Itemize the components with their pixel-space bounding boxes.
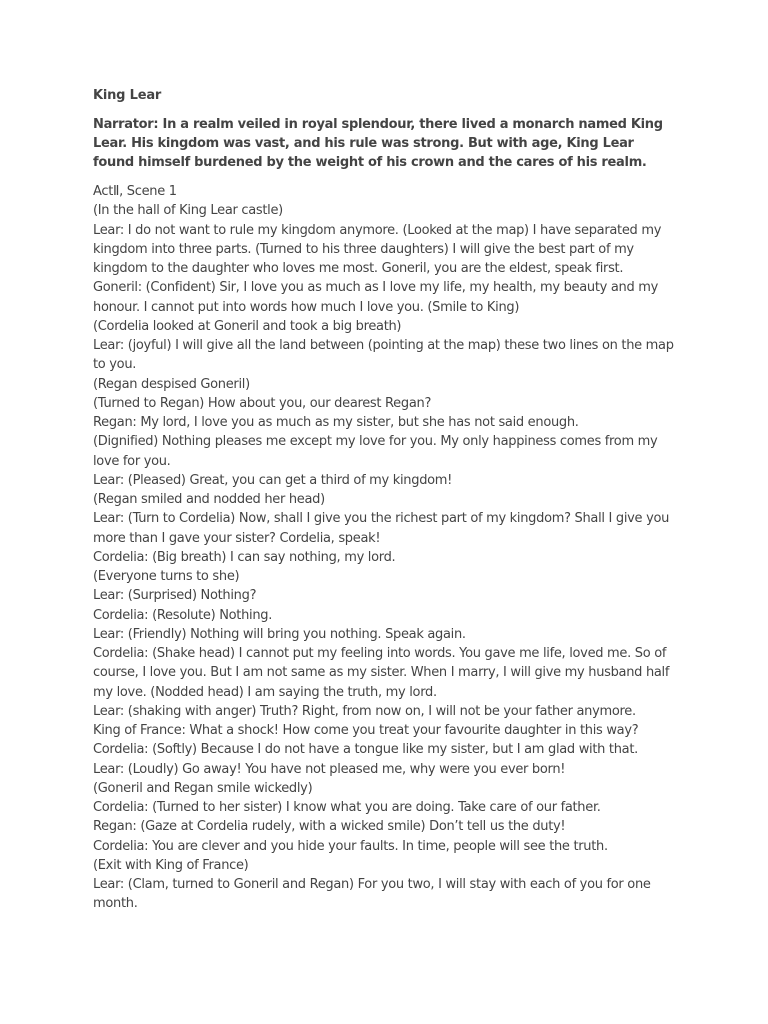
script-line: (In the hall of King Lear castle) [93,203,283,219]
script-line: Cordelia: (Shake head) I cannot put my feeling into words. You gave me life, loved me. So of course, I love you. But I am not same as my sister. When I marry, I will give my husband half my love. (Nodded head) I am saying the truth, my lord. [93,646,670,700]
script-line: Goneril: (Confident) Sir, I love you as much as I love my life, my health, my beauty and my honour. I cannot put into words how much I love you. (Smile to King) [93,280,659,315]
script-line: Cordelia: (Turned to her sister) I know what you are doing. Take care of our father. [93,800,601,815]
script-line: Lear: (Loudly) Go away! You have not pleased me, why were you ever born! [93,761,566,777]
script-line: Lear: I do not want to rule my kingdom anymore. (Looked at the map) I have separated my kingdom into three parts. (Turned to his three daughters) I will give the best part of my kingdom to the daughter who loves me most. Goneril, you are the eldest, speak first. [93,222,662,276]
narrator-paragraph: Narrator: In a realm veiled in royal splendour, there lived a monarch named King Lear. His kingdom was vast, and his rule was strong. But with age, King Lear found himself burdened by the weight of his crown and the cares of his realm. [93,117,663,170]
script-line: King of France: What a shock! How come you treat your favourite daughter in this way? [93,723,639,738]
script-line: Cordelia: (Big breath) I can say nothing, my lord. [93,549,396,565]
script-line: (Exit with King of France) [93,857,249,873]
script-body [93,182,678,914]
script-line: (Cordelia looked at Goneril and took a big breath) [93,318,402,334]
script-line: (Dignified) Nothing pleases me except my love for you. My only happiness comes from my love for you. [93,434,658,469]
script-line: Lear: (Friendly) Nothing will bring you nothing. Speak again. [93,626,466,642]
script-line: Cordelia: (Softly) Because I do not have a tongue like my sister, but I am glad with that. [93,742,638,758]
script-line: Cordelia: You are clever and you hide your faults. In time, people will see the truth. [93,838,608,854]
script-line: (Regan smiled and nodded her head) [93,492,325,507]
script-line: (Goneril and Regan smile wickedly) [93,780,313,796]
script-line: Lear: (Turn to Cordelia) Now, shall I give you the richest part of my kingdom? Shall I give you more than I gave your sister? Cordelia, speak! [93,511,670,546]
script-line: Lear: (Surprised) Nothing? [93,588,257,604]
script-line: ActⅡ, Scene 1 [93,184,177,199]
script-line: Regan: My lord, I love you as much as my sister, but she has not said enough. [93,415,579,430]
document-page [93,86,678,914]
script-line: Regan: (Gaze at Cordelia rudely, with a wicked smile) Don’t tell us the duty! [93,819,566,835]
script-line: Lear: (shaking with anger) Truth? Right, from now on, I will not be your father anymore. [93,703,636,719]
script-line: Lear: (Clam, turned to Goneril and Regan) For you two, I will stay with each of you for one month. [93,877,651,912]
script-line: Lear: (Pleased) Great, you can get a third of my kingdom! [93,472,453,488]
script-line: Lear: (joyful) I will give all the land between (pointing at the map) these two lines on the map to you. [93,338,674,373]
script-line: (Regan despised Goneril) [93,376,250,392]
script-line: (Everyone turns to she) [93,569,240,584]
script-line: Cordelia: (Resolute) Nothing. [93,607,273,623]
script-line: (Turned to Regan) How about you, our dearest Regan? [93,395,432,411]
document-title: King Lear [93,88,162,103]
